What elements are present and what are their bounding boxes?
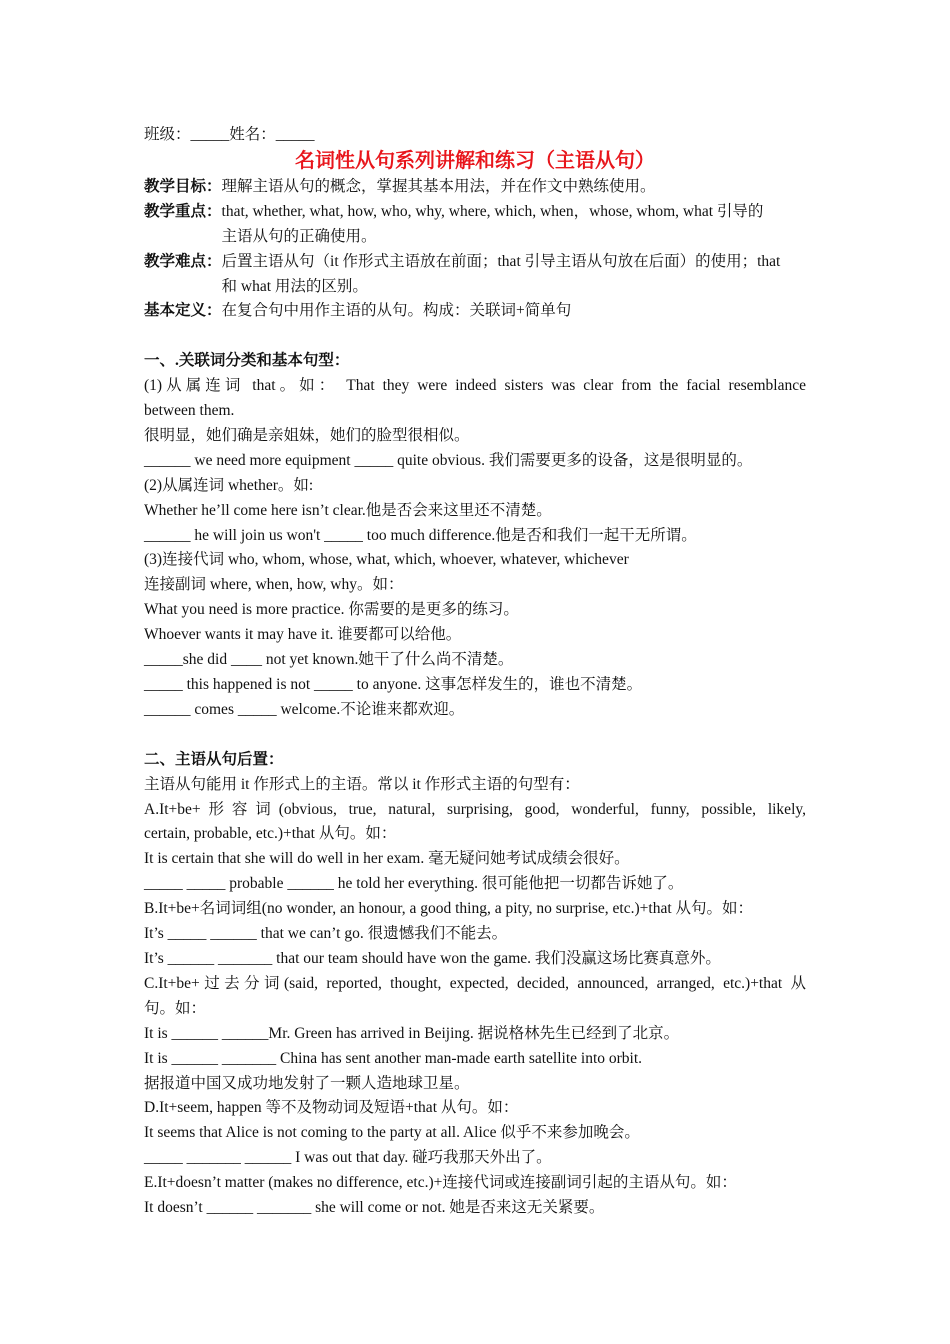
section-1-line: _____she did ____ not yet known.她干了什么尚不清楚。 xyxy=(144,651,514,669)
basic-definition-text: 在复合句中用作主语的从句。构成：关联词+简单句 xyxy=(221,302,572,320)
teaching-difficulty xyxy=(144,250,806,300)
section-1-line: between them. xyxy=(144,402,235,420)
section-2-line: It’s _____ ______ that we can’t go. 很遗憾我们不能去。 xyxy=(144,925,508,943)
section-2-line: D.It+seem, happen 等不及物动词及短语+that 从句。如： xyxy=(144,1099,519,1117)
section-2-line: It is ______ _______ China has sent another man-made earth satellite into orbit. xyxy=(144,1049,643,1067)
teaching-difficulty-text-1: 后置主语从句（it 作形式主语放在前面；that 引导主语从句放在后面）的使用；that xyxy=(221,252,781,270)
section-2-line: 句。如： xyxy=(144,999,207,1017)
section-1-line: ______ we need more equipment _____ quite obvious. 我们需要更多的设备，这是很明显的。 xyxy=(144,451,753,469)
section-2-line: 据报道中国又成功地发射了一颗人造地球卫星。 xyxy=(144,1074,470,1092)
section-1-line: ______ comes _____ welcome.不论谁来都欢迎。 xyxy=(144,700,465,718)
teaching-goal-text: 理解主语从句的概念，掌握其基本用法，并在作文中熟练使用。 xyxy=(221,177,656,195)
section-1-line: Whoever wants it may have it. 谁要都可以给他。 xyxy=(144,626,462,644)
teaching-difficulty-text-2: 和 what 用法的区别。 xyxy=(221,277,368,295)
section-1-line: ______ he will join us won't _____ too much difference.他是否和我们一起干无所谓。 xyxy=(144,526,697,544)
section-2-line: It is ______ ______Mr. Green has arrived in Beijing. 据说格林先生已经到了北京。 xyxy=(144,1024,680,1042)
teaching-key-label: 教学重点： xyxy=(144,202,222,220)
section-1-line: Whether he’ll come here isn’t clear.他是否会来这里还不清楚。 xyxy=(144,501,552,519)
section-2-line: A.It+be+形容词(obvious, true, natural, surprising, good, wonderful, funny, possible, likely, xyxy=(144,800,806,818)
section-1-heading: 一、.关联词分类和基本句型： xyxy=(144,352,350,370)
section-1-line: (3)连接代词 who, whom, whose, what, which, whoever, whatever, whichever xyxy=(144,551,629,569)
teaching-goal xyxy=(144,175,806,200)
section-2-line: It seems that Alice is not coming to the party at all. Alice 似乎不来参加晚会。 xyxy=(144,1124,640,1142)
section-2-line: _____ _____ probable ______ he told her everything. 很可能他把一切都告诉她了。 xyxy=(144,875,684,893)
spacer xyxy=(144,723,806,748)
section-2-line: It doesn’t ______ _______ she will come or not. 她是否来这无关紧要。 xyxy=(144,1199,605,1217)
section-1-line: (1)从属连词 that。如： That they were indeed sisters was clear from the facial resemblance xyxy=(144,377,806,395)
section-2-line: It is certain that she will do well in her exam. 毫无疑问她考试成绩会很好。 xyxy=(144,850,630,868)
teaching-key-text-1: that, whether, what, how, who, why, where, which, when，whose, whom, what 引导的 xyxy=(221,202,764,220)
section-1-line: 连接副词 where, when, how, why。如： xyxy=(144,576,404,594)
document-page xyxy=(144,123,806,1221)
section-2-line: certain, probable, etc.)+that 从句。如： xyxy=(144,825,397,843)
basic-definition xyxy=(144,299,806,324)
section-2-line: 主语从句能用 it 作形式上的主语。常以 it 作形式主语的句型有： xyxy=(144,775,580,793)
section-2-line: C.It+be+过去分词(said, reported, thought, expected, decided, announced, arranged, etc.)+that 从 xyxy=(144,974,806,992)
teaching-key xyxy=(144,200,806,250)
spacer xyxy=(144,324,806,349)
basic-definition-label: 基本定义： xyxy=(144,302,222,320)
teaching-goal-label: 教学目标： xyxy=(144,177,222,195)
section-2-line: B.It+be+名词词组(no wonder, an honour, a good thing, a pity, no surprise, etc.)+that 从句。如： xyxy=(144,900,754,918)
section-2-line: E.It+doesn’t matter (makes no difference, etc.)+连接代词或连接副词引起的主语从句。如： xyxy=(144,1174,737,1192)
section-2-heading: 二、主语从句后置： xyxy=(144,750,284,768)
section-1-line: (2)从属连词 whether。如: xyxy=(144,476,314,494)
section-1-line: _____ this happened is not _____ to anyone. 这事怎样发生的，谁也不清楚。 xyxy=(144,676,643,694)
section-1-line: What you need is more practice. 你需要的是更多的练习。 xyxy=(144,601,519,619)
teaching-difficulty-label: 教学难点： xyxy=(144,252,222,270)
section-2-line: It’s ______ _______ that our team should have won the game. 我们没赢这场比赛真意外。 xyxy=(144,949,721,967)
class-name-line: 班级：_____姓名：_____ xyxy=(144,126,315,143)
teaching-key-text-2: 主语从句的正确使用。 xyxy=(221,227,377,245)
document-title: 名词性从句系列讲解和练习（主语从句） xyxy=(295,149,655,172)
section-2-line: _____ _______ ______ I was out that day. 碰巧我那天外出了。 xyxy=(144,1149,552,1167)
section-1-line: 很明显，她们确是亲姐妹，她们的脸型很相似。 xyxy=(144,426,470,444)
